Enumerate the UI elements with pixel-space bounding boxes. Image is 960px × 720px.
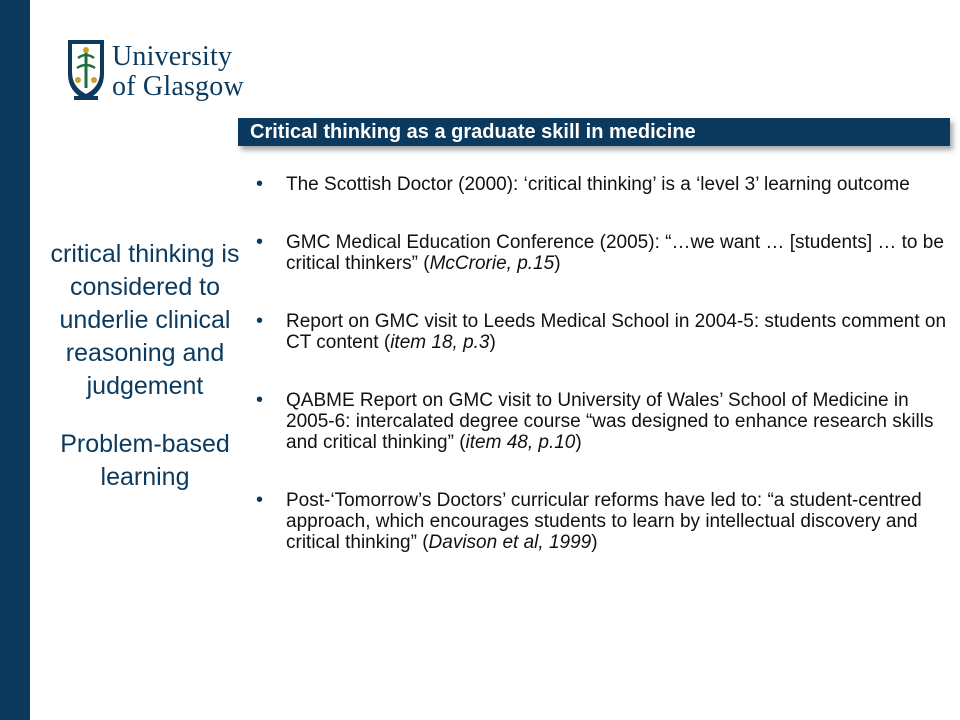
bullet-marker-icon: • [256, 173, 264, 195]
bullet-text-tail: ) [554, 253, 561, 274]
bullet-marker-icon: • [256, 310, 264, 332]
bullet-item [252, 490, 952, 553]
bullet-citation: McCrorie, p.15 [429, 253, 555, 274]
bullet-item [252, 390, 952, 453]
bullet-marker-icon: • [256, 389, 264, 411]
bullet-text-tail: ) [591, 532, 598, 553]
bullet-item [252, 311, 952, 353]
bullet-text: Report on GMC visit to Leeds Medical School in 2004-5: students comment on CT content ( [286, 311, 947, 353]
bullet-text: QABME Report on GMC visit to University of Wales’ School of Medicine in 2005-6: intercalated degree course “was designed to enhance research skills and critical thinking” ( [286, 390, 934, 453]
sidebar-note-problem-based-learning: Problem-based learning [60, 430, 230, 491]
bullet-citation: item 18, p.3 [390, 332, 490, 353]
bullet-text: Post-‘Tomorrow’s Doctors’ curricular reforms have led to: “a student-centred approach, which encourages students to learn by intellectual discovery and critical thinking” ( [286, 490, 922, 553]
bullet-text-tail: ) [489, 332, 496, 353]
university-crest-icon [66, 38, 106, 102]
slide-title: Critical thinking as a graduate skill in medicine [250, 121, 696, 143]
sidebar-note-critical-thinking: critical thinking is considered to underlie clinical reasoning and judgement [50, 240, 240, 400]
bullet-list [252, 174, 952, 553]
logo-wordmark-line2: of Glasgow [112, 71, 244, 102]
bullet-item [252, 174, 952, 195]
bullet-item [252, 232, 952, 274]
bullet-text: The Scottish Doctor (2000): ‘critical thinking’ is a ‘level 3’ learning outcome [286, 174, 910, 195]
logo-wordmark-line1: University [112, 41, 233, 72]
bullet-citation: Davison et al, 1999 [428, 532, 592, 553]
bullet-citation: item 48, p.10 [465, 432, 576, 453]
sidebar-notes [40, 238, 250, 494]
bullet-text-tail: ) [575, 432, 582, 453]
left-accent-stripe [0, 0, 30, 720]
bullet-text: GMC Medical Education Conference (2005): “…we want … [students] … to be critical thinkers” ( [286, 232, 944, 274]
slide-title-bar [238, 118, 950, 146]
university-logo [66, 38, 246, 106]
bullet-marker-icon: • [256, 231, 264, 253]
bullet-marker-icon: • [256, 489, 264, 511]
